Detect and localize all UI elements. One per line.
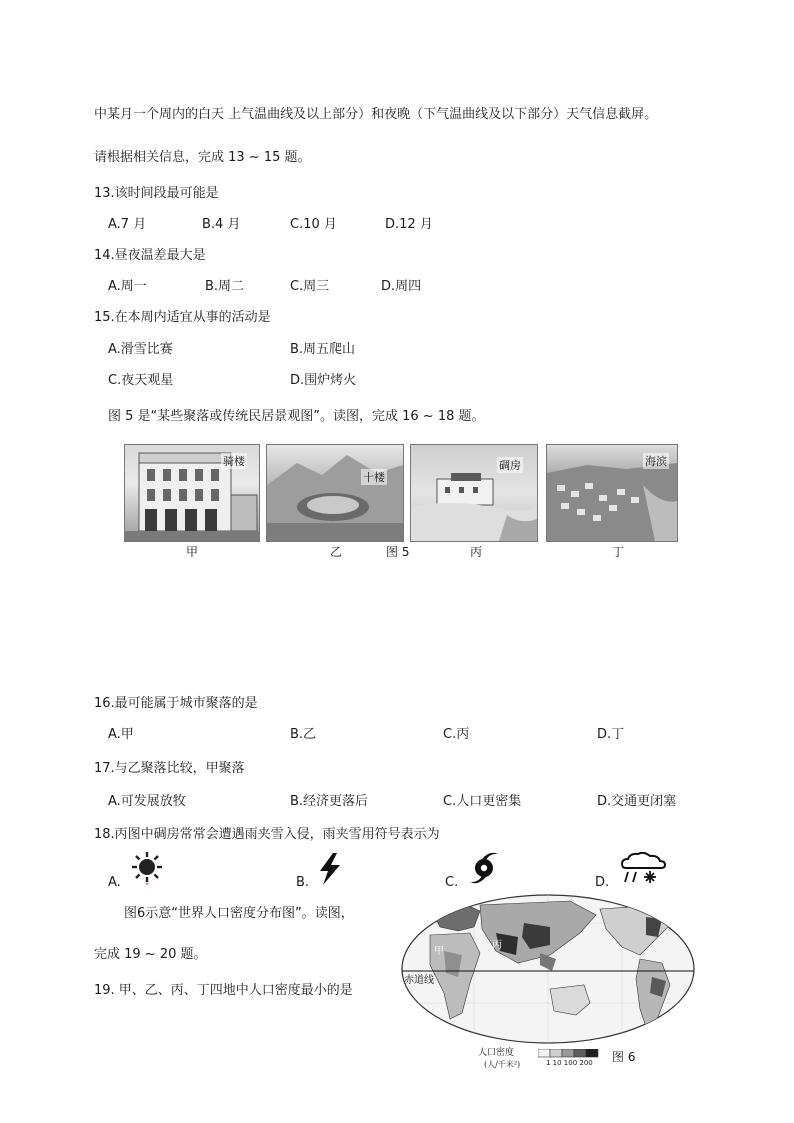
caption-bing: 丙 [470, 545, 483, 559]
q15-option-c[interactable]: C.夜天观星 [108, 373, 174, 388]
q18-stem: 18.丙图中碉房常常会遭遇雨夹雪入侵，雨夹雪用符号表示为 [94, 827, 440, 842]
q13-option-c[interactable]: C.10 月 [290, 217, 337, 232]
q17-option-d[interactable]: D.交通更闭塞 [597, 794, 677, 809]
intro-line-1: 中某月一个周内的白天 上气温曲线及以上部分）和夜晚（下气温曲线及以下部分）天气信息截屏。 [94, 107, 658, 122]
q13-option-b[interactable]: B.4 月 [202, 217, 241, 232]
q13-option-d[interactable]: D.12 月 [385, 217, 433, 232]
q16-option-b[interactable]: B.乙 [290, 727, 317, 742]
world-population-density-map [400, 893, 696, 1045]
q18-option-a[interactable]: A. [108, 875, 121, 890]
legend-unit: (人/千米²) [484, 1060, 521, 1069]
photo-label-tulou: 十楼 [363, 471, 385, 484]
photo-label-qilou: 骑楼 [223, 455, 245, 468]
typhoon-icon[interactable] [468, 850, 500, 886]
photo-qilou [124, 444, 260, 542]
q16-option-d[interactable]: D.丁 [597, 727, 625, 742]
lightning-icon[interactable] [316, 852, 344, 886]
legend-scale-bar [538, 1049, 600, 1058]
q13-stem: 13.该时间段最可能是 [94, 186, 219, 201]
q16-stem: 16.最可能属于城市聚落的是 [94, 696, 258, 711]
fig6-intro-a: 图6示意“世界人口密度分布图”。读图， [124, 906, 354, 921]
caption-ding: 丁 [612, 545, 625, 559]
q14-option-b[interactable]: B.周二 [205, 279, 245, 294]
intro-line-2: 请根据相关信息，完成 13 ~ 15 题。 [94, 150, 311, 165]
q18-option-c[interactable]: C. [445, 875, 459, 890]
caption-jia: 甲 [186, 545, 199, 559]
tulou-image [267, 445, 403, 541]
q16-option-a[interactable]: A.甲 [108, 727, 134, 742]
legend-title: 人口密度 [478, 1048, 515, 1058]
fig6-title: 图 6 [612, 1050, 636, 1064]
photo-diaofang [410, 444, 538, 542]
q14-option-a[interactable]: A.周一 [108, 279, 147, 294]
q17-stem: 17.与乙聚落比较，甲聚落 [94, 761, 245, 776]
q14-option-c[interactable]: C.周三 [290, 279, 330, 294]
map-label-bing: 丙 [492, 940, 502, 951]
fig6-intro-b: 完成 19 ~ 20 题。 [94, 947, 207, 962]
q18-option-b[interactable]: B. [296, 875, 310, 890]
q16-option-c[interactable]: C.丙 [443, 727, 470, 742]
q15-option-d[interactable]: D.围炉烤火 [290, 373, 357, 388]
sleet-icon[interactable] [618, 852, 668, 886]
map-label-jia: 甲 [434, 946, 444, 957]
sun-icon[interactable] [130, 850, 164, 886]
q15-stem: 15.在本周内适宜从事的活动是 [94, 310, 271, 325]
q15-option-b[interactable]: B.周五爬山 [290, 342, 356, 357]
q17-option-c[interactable]: C.人口更密集 [443, 794, 522, 809]
q14-option-d[interactable]: D.周四 [381, 279, 422, 294]
photo-haibin [546, 444, 678, 542]
equator-label: 赤道线 [404, 975, 434, 986]
legend-ticks: 1 10 100 200 [546, 1059, 593, 1067]
photo-label-diaofang: 碉房 [499, 459, 521, 472]
q14-stem: 14.昼夜温差最大是 [94, 248, 206, 263]
photo-label-haibin: 海滨 [645, 455, 667, 468]
photo-tulou [266, 444, 404, 542]
q17-option-b[interactable]: B.经济更落后 [290, 794, 369, 809]
fig5-title: 图 5 [386, 545, 410, 559]
fig5-intro: 图 5 是“某些聚落或传统民居景观图”。读图，完成 16 ~ 18 题。 [108, 409, 485, 424]
q18-option-d[interactable]: D. [595, 875, 610, 890]
caption-yi: 乙 [330, 545, 343, 559]
q19-stem: 19. 甲、乙、丙、丁四地中人口密度最小的是 [94, 983, 353, 998]
q13-option-a[interactable]: A.7 月 [108, 217, 147, 232]
q17-option-a[interactable]: A.可发展放牧 [108, 794, 186, 809]
q15-option-a[interactable]: A.滑雪比赛 [108, 342, 173, 357]
